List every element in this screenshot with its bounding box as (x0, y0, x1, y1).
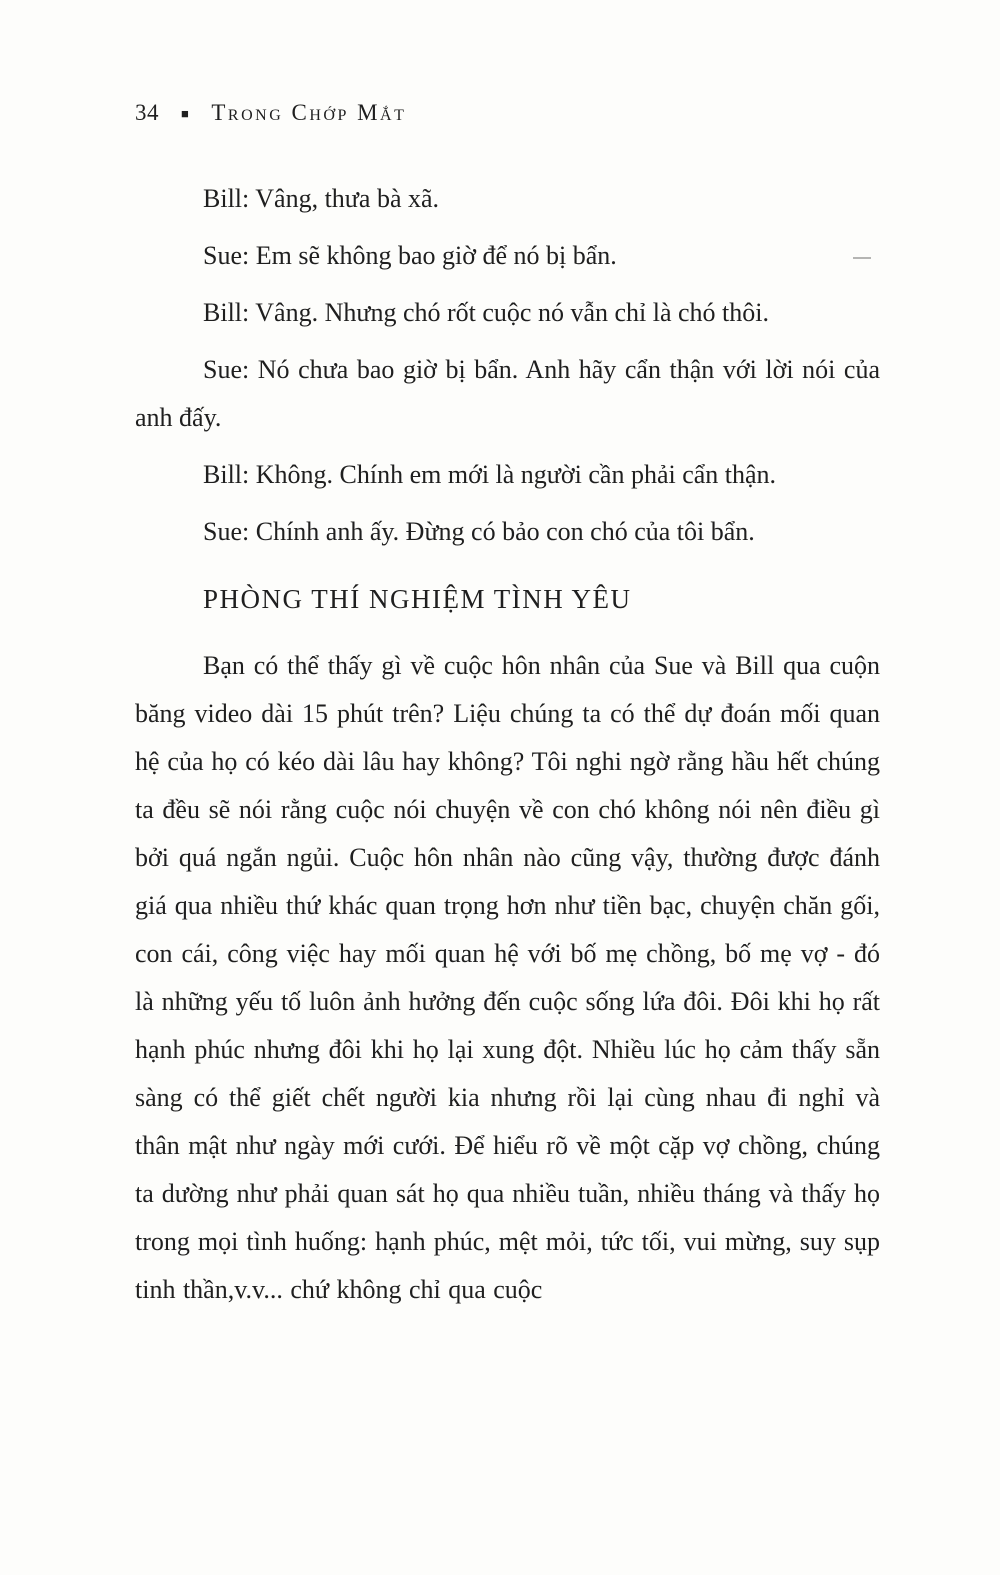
body-paragraph: Bạn có thể thấy gì về cuộc hôn nhân của Sue và Bill qua cuộn băng video dài 15 phút trên? Liệu chúng ta có thể dự đoán mối quan hệ của họ có kéo dài lâu hay không? Tôi nghi ngờ rằng hầu hết chúng ta đều sẽ nói rằng cuộc nói chuyện về con chó không nói nên điều gì bởi quá ngắn ngủi. Cuộc hôn nhân nào cũng vậy, thường được đánh giá qua nhiều thứ khác quan trọng hơn như tiền bạc, chuyện chăn gối, con cái, công việc hay mối quan hệ với bố mẹ chồng, bố mẹ vợ - đó là những yếu tố luôn ảnh hưởng đến cuộc sống lứa đôi. Đôi khi họ rất hạnh phúc nhưng đôi khi họ lại xung đột. Nhiều lúc họ cảm thấy sẵn sàng có thể giết chết người kia nhưng rồi lại cùng nhau đi nghỉ và thân mật như ngày mới cưới. Để hiểu rõ về một cặp vợ chồng, chúng ta dường như phải quan sát họ qua nhiều tuần, nhiều tháng và thấy họ trong mọi tình huống: hạnh phúc, mệt mỏi, tức tối, vui mừng, suy sụp tinh thần,v.v... chứ không chỉ qua cuộc (135, 651, 880, 1304)
dialogue-line: Sue: Em sẽ không bao giờ để nó bị bẩn. (203, 241, 617, 270)
section-heading: PHÒNG THÍ NGHIỆM TÌNH YÊU (203, 584, 632, 614)
dialogue-line: Sue: Chính anh ấy. Đừng có bảo con chó của tôi bẩn. (203, 517, 755, 546)
text-block (135, 175, 880, 1314)
dialogue-line: Bill: Vâng, thưa bà xã. (203, 184, 440, 213)
dialogue-line: Bill: Vâng. Nhưng chó rốt cuộc nó vẫn chỉ là chó thôi. (203, 298, 770, 327)
scan-artifact (853, 257, 871, 259)
book-title: Trong Chớp Mắt (211, 100, 407, 125)
running-header (135, 100, 880, 127)
square-bullet-icon: ■ (181, 106, 190, 121)
dialogue-line: Sue: Nó chưa bao giờ bị bẩn. Anh hãy cẩn thận với lời nói của anh đấy. (135, 355, 880, 432)
dialogue-line: Bill: Không. Chính em mới là người cần phải cẩn thận. (203, 460, 777, 489)
page-number: 34 (135, 100, 159, 125)
